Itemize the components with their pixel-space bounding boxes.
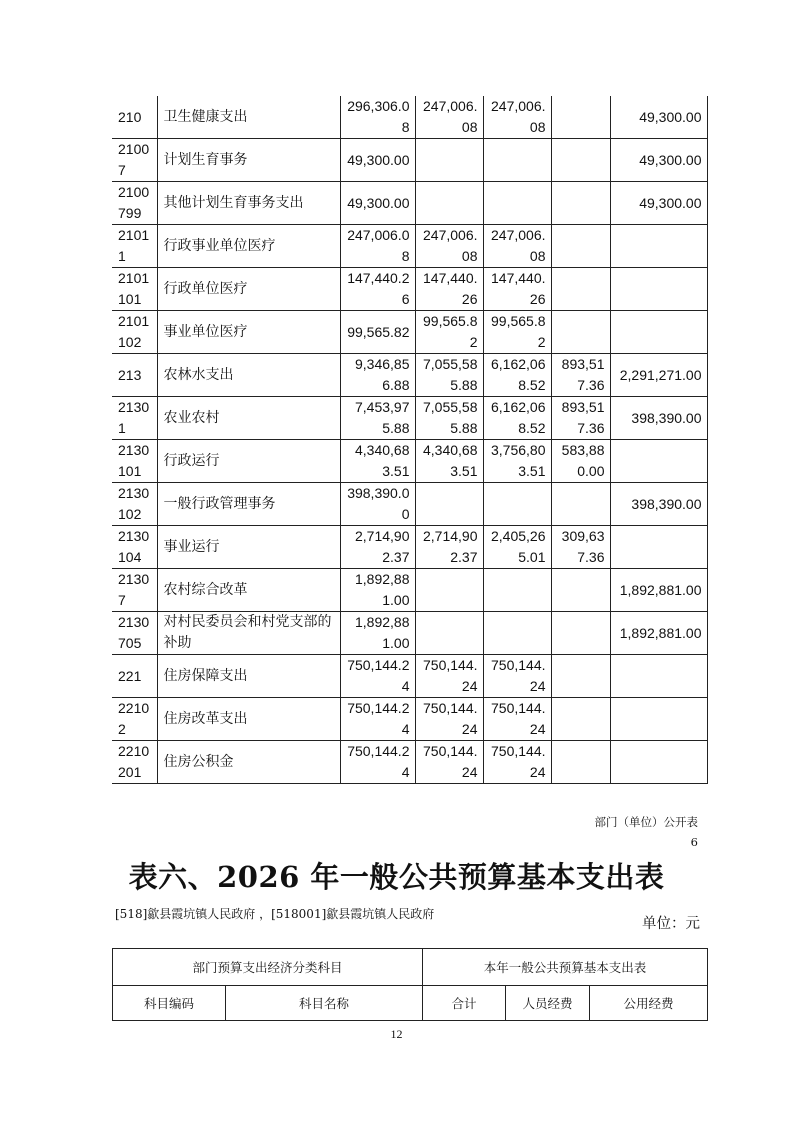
cell-public [551, 612, 610, 655]
cell-personnel: 247,006.08 [483, 96, 551, 139]
cell-name: 行政事业单位医疗 [157, 225, 340, 268]
cell-basic [415, 483, 483, 526]
table-title: 表六、2026 年一般公共预算基本支出表 [128, 860, 665, 894]
cell-project: 49,300.00 [610, 139, 707, 182]
cell-name: 住房改革支出 [157, 698, 340, 741]
cell-name: 事业运行 [157, 526, 340, 569]
cell-personnel: 750,144.24 [483, 655, 551, 698]
cell-code: 2130102 [112, 483, 157, 526]
basic-expenditure-table [112, 948, 708, 1021]
budget-expenditure-table [112, 96, 708, 784]
cell-project: 1,892,881.00 [610, 569, 707, 612]
cell-total: 7,453,975.88 [340, 397, 415, 440]
public-table-label: 部门（单位）公开表 [594, 815, 698, 829]
cell-personnel [483, 483, 551, 526]
cell-project [610, 741, 707, 784]
cell-project [610, 268, 707, 311]
header-personnel: 人员经费 [506, 986, 590, 1021]
cell-code: 21007 [112, 139, 157, 182]
cell-public [551, 139, 610, 182]
cell-name: 农林水支出 [157, 354, 340, 397]
header-row-group [113, 949, 708, 986]
header-name: 科目名称 [226, 986, 423, 1021]
table-row [112, 397, 707, 440]
table-row [112, 526, 707, 569]
header-total: 合计 [423, 986, 506, 1021]
cell-public [551, 569, 610, 612]
cell-name: 农村综合改革 [157, 569, 340, 612]
cell-total: 247,006.08 [340, 225, 415, 268]
cell-code: 2101101 [112, 268, 157, 311]
table-row [112, 569, 707, 612]
cell-code: 2210201 [112, 741, 157, 784]
cell-basic: 147,440.26 [415, 268, 483, 311]
table-row [112, 311, 707, 354]
cell-name: 行政运行 [157, 440, 340, 483]
cell-basic [415, 612, 483, 655]
cell-project [610, 655, 707, 698]
cell-project [610, 440, 707, 483]
cell-project: 398,390.00 [610, 397, 707, 440]
table-row [112, 612, 707, 655]
cell-public: 309,637.36 [551, 526, 610, 569]
table-row [112, 655, 707, 698]
cell-basic [415, 182, 483, 225]
cell-total: 99,565.82 [340, 311, 415, 354]
cell-public [551, 225, 610, 268]
header-public: 公用经费 [590, 986, 708, 1021]
header-code: 科目编码 [113, 986, 226, 1021]
cell-name: 住房公积金 [157, 741, 340, 784]
cell-code: 21301 [112, 397, 157, 440]
public-table-number: 6 [690, 835, 698, 849]
cell-public [551, 268, 610, 311]
cell-name: 农业农村 [157, 397, 340, 440]
cell-basic: 99,565.82 [415, 311, 483, 354]
cell-basic: 750,144.24 [415, 741, 483, 784]
cell-name: 一般行政管理事务 [157, 483, 340, 526]
table-row [112, 483, 707, 526]
cell-basic: 750,144.24 [415, 698, 483, 741]
cell-project [610, 311, 707, 354]
header-row-columns [113, 986, 708, 1021]
cell-project: 398,390.00 [610, 483, 707, 526]
cell-code: 210 [112, 96, 157, 139]
cell-name: 行政单位医疗 [157, 268, 340, 311]
table-row [112, 698, 707, 741]
header-basic-expenditure: 本年一般公共预算基本支出表 [423, 949, 708, 986]
cell-personnel: 750,144.24 [483, 698, 551, 741]
cell-total: 398,390.00 [340, 483, 415, 526]
cell-public [551, 655, 610, 698]
cell-public [551, 483, 610, 526]
cell-code: 2130104 [112, 526, 157, 569]
cell-code: 21307 [112, 569, 157, 612]
cell-personnel: 247,006.08 [483, 225, 551, 268]
cell-project: 2,291,271.00 [610, 354, 707, 397]
cell-basic: 750,144.24 [415, 655, 483, 698]
page-number: 12 [390, 1027, 403, 1041]
cell-public [551, 96, 610, 139]
cell-personnel: 6,162,068.52 [483, 354, 551, 397]
cell-project: 49,300.00 [610, 96, 707, 139]
cell-personnel: 2,405,265.01 [483, 526, 551, 569]
cell-public: 893,517.36 [551, 354, 610, 397]
cell-public: 583,880.00 [551, 440, 610, 483]
cell-total: 49,300.00 [340, 182, 415, 225]
header-economic-class: 部门预算支出经济分类科目 [113, 949, 423, 986]
cell-code: 221 [112, 655, 157, 698]
cell-total: 9,346,856.88 [340, 354, 415, 397]
cell-name: 对村民委员会和村党支部的补助 [157, 612, 340, 655]
cell-total: 147,440.26 [340, 268, 415, 311]
cell-name: 住房保障支出 [157, 655, 340, 698]
table-row [112, 268, 707, 311]
table-row [112, 354, 707, 397]
cell-personnel [483, 569, 551, 612]
cell-basic: 2,714,902.37 [415, 526, 483, 569]
cell-basic [415, 569, 483, 612]
cell-basic: 247,006.08 [415, 96, 483, 139]
cell-name: 其他计划生育事务支出 [157, 182, 340, 225]
cell-code: 22102 [112, 698, 157, 741]
cell-code: 2130101 [112, 440, 157, 483]
cell-code: 21011 [112, 225, 157, 268]
unit-name: [518]歙县霞坑镇人民政府 ，[518001]歙县霞坑镇人民政府 [115, 907, 435, 921]
cell-code: 2101102 [112, 311, 157, 354]
cell-personnel: 147,440.26 [483, 268, 551, 311]
cell-code: 213 [112, 354, 157, 397]
cell-public [551, 698, 610, 741]
cell-total: 750,144.24 [340, 698, 415, 741]
cell-public [551, 741, 610, 784]
cell-basic: 247,006.08 [415, 225, 483, 268]
cell-name: 事业单位医疗 [157, 311, 340, 354]
cell-total: 4,340,683.51 [340, 440, 415, 483]
cell-total: 49,300.00 [340, 139, 415, 182]
cell-basic: 7,055,585.88 [415, 397, 483, 440]
cell-code: 2100799 [112, 182, 157, 225]
table-row [112, 96, 707, 139]
cell-basic: 7,055,585.88 [415, 354, 483, 397]
table-row [112, 182, 707, 225]
table-row [112, 139, 707, 182]
cell-name: 卫生健康支出 [157, 96, 340, 139]
cell-public: 893,517.36 [551, 397, 610, 440]
cell-project [610, 225, 707, 268]
cell-personnel: 3,756,803.51 [483, 440, 551, 483]
currency-unit: 单位：元 [642, 916, 700, 932]
cell-project [610, 698, 707, 741]
table-row [112, 225, 707, 268]
cell-total: 750,144.24 [340, 741, 415, 784]
cell-public [551, 182, 610, 225]
cell-total: 2,714,902.37 [340, 526, 415, 569]
cell-personnel: 99,565.82 [483, 311, 551, 354]
cell-personnel: 6,162,068.52 [483, 397, 551, 440]
cell-personnel: 750,144.24 [483, 741, 551, 784]
cell-personnel [483, 182, 551, 225]
cell-total: 1,892,881.00 [340, 612, 415, 655]
cell-name: 计划生育事务 [157, 139, 340, 182]
cell-project: 49,300.00 [610, 182, 707, 225]
table-row [112, 741, 707, 784]
table-row [112, 440, 707, 483]
cell-personnel [483, 612, 551, 655]
cell-total: 1,892,881.00 [340, 569, 415, 612]
cell-project: 1,892,881.00 [610, 612, 707, 655]
cell-total: 750,144.24 [340, 655, 415, 698]
cell-code: 2130705 [112, 612, 157, 655]
cell-basic: 4,340,683.51 [415, 440, 483, 483]
cell-public [551, 311, 610, 354]
cell-basic [415, 139, 483, 182]
cell-project [610, 526, 707, 569]
cell-total: 296,306.08 [340, 96, 415, 139]
cell-personnel [483, 139, 551, 182]
